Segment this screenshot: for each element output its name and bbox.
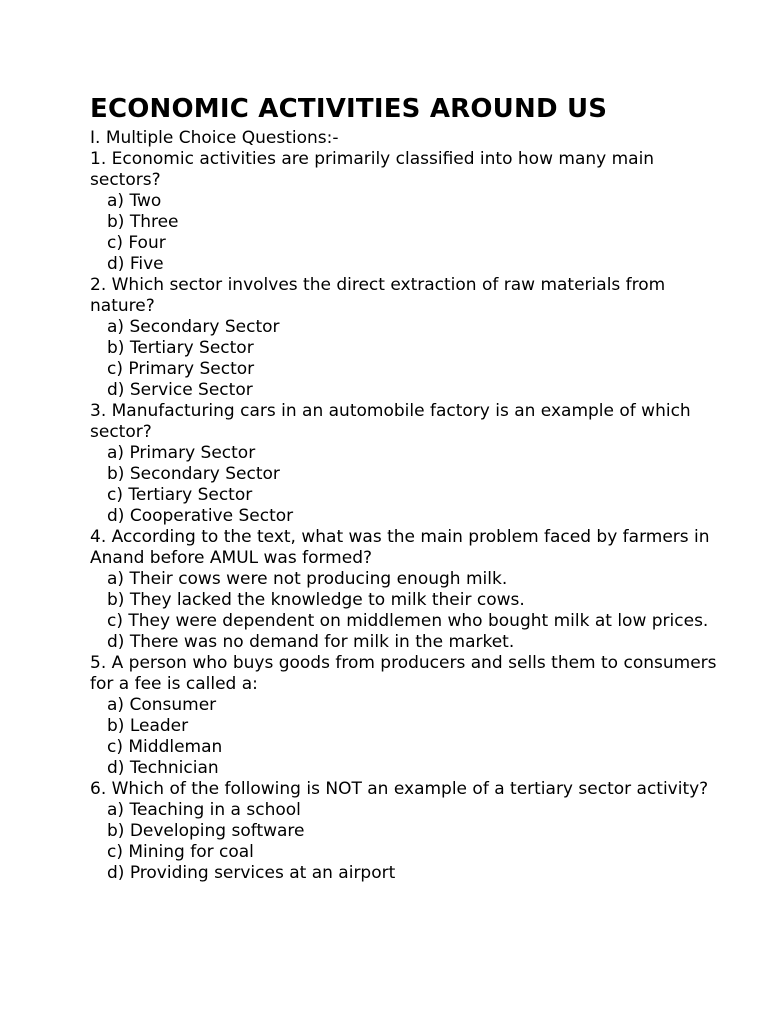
- option-d: d) There was no demand for milk in the market.: [107, 632, 515, 652]
- option-d: d) Providing services at an airport: [107, 863, 396, 883]
- option-a: a) Consumer: [107, 695, 217, 715]
- question-text: 1. Economic activities are primarily classified into how many main sectors?: [90, 149, 655, 190]
- question-3: [90, 401, 730, 527]
- page-title: ECONOMIC ACTIVITIES AROUND US: [90, 94, 608, 124]
- option-a: a) Primary Sector: [107, 443, 256, 463]
- question-2: [90, 275, 730, 401]
- option-c: c) Mining for coal: [107, 842, 254, 862]
- option-b: b) Leader: [107, 716, 189, 736]
- question-text: 5. A person who buys goods from producers and sells them to consumers for a fee is called a:: [90, 653, 717, 694]
- question-6: [90, 779, 730, 884]
- question-1: [90, 149, 730, 275]
- question-text: 3. Manufacturing cars in an automobile factory is an example of which sector?: [90, 401, 691, 442]
- question-text: 2. Which sector involves the direct extraction of raw materials from nature?: [90, 275, 666, 316]
- option-b: b) Secondary Sector: [107, 464, 280, 484]
- option-c: c) They were dependent on middlemen who bought milk at low prices.: [107, 611, 709, 631]
- option-b: b) Three: [107, 212, 179, 232]
- document-page: [90, 90, 730, 884]
- option-b: b) They lacked the knowledge to milk their cows.: [107, 590, 525, 610]
- option-a: a) Teaching in a school: [107, 800, 301, 820]
- question-5: [90, 653, 730, 779]
- option-a: a) Secondary Sector: [107, 317, 280, 337]
- option-d: d) Service Sector: [107, 380, 253, 400]
- question-text: 4. According to the text, what was the main problem faced by farmers in Anand before AMUL was formed?: [90, 527, 710, 568]
- option-c: c) Middleman: [107, 737, 223, 757]
- option-d: d) Technician: [107, 758, 219, 778]
- question-4: [90, 527, 730, 653]
- option-a: a) Two: [107, 191, 162, 211]
- option-b: b) Tertiary Sector: [107, 338, 254, 358]
- option-c: c) Four: [107, 233, 166, 253]
- option-b: b) Developing software: [107, 821, 305, 841]
- option-d: d) Five: [107, 254, 164, 274]
- option-a: a) Their cows were not producing enough milk.: [107, 569, 508, 589]
- option-c: c) Tertiary Sector: [107, 485, 253, 505]
- section-heading: I. Multiple Choice Questions:-: [90, 128, 339, 148]
- option-c: c) Primary Sector: [107, 359, 255, 379]
- option-d: d) Cooperative Sector: [107, 506, 294, 526]
- question-text: 6. Which of the following is NOT an example of a tertiary sector activity?: [90, 779, 709, 799]
